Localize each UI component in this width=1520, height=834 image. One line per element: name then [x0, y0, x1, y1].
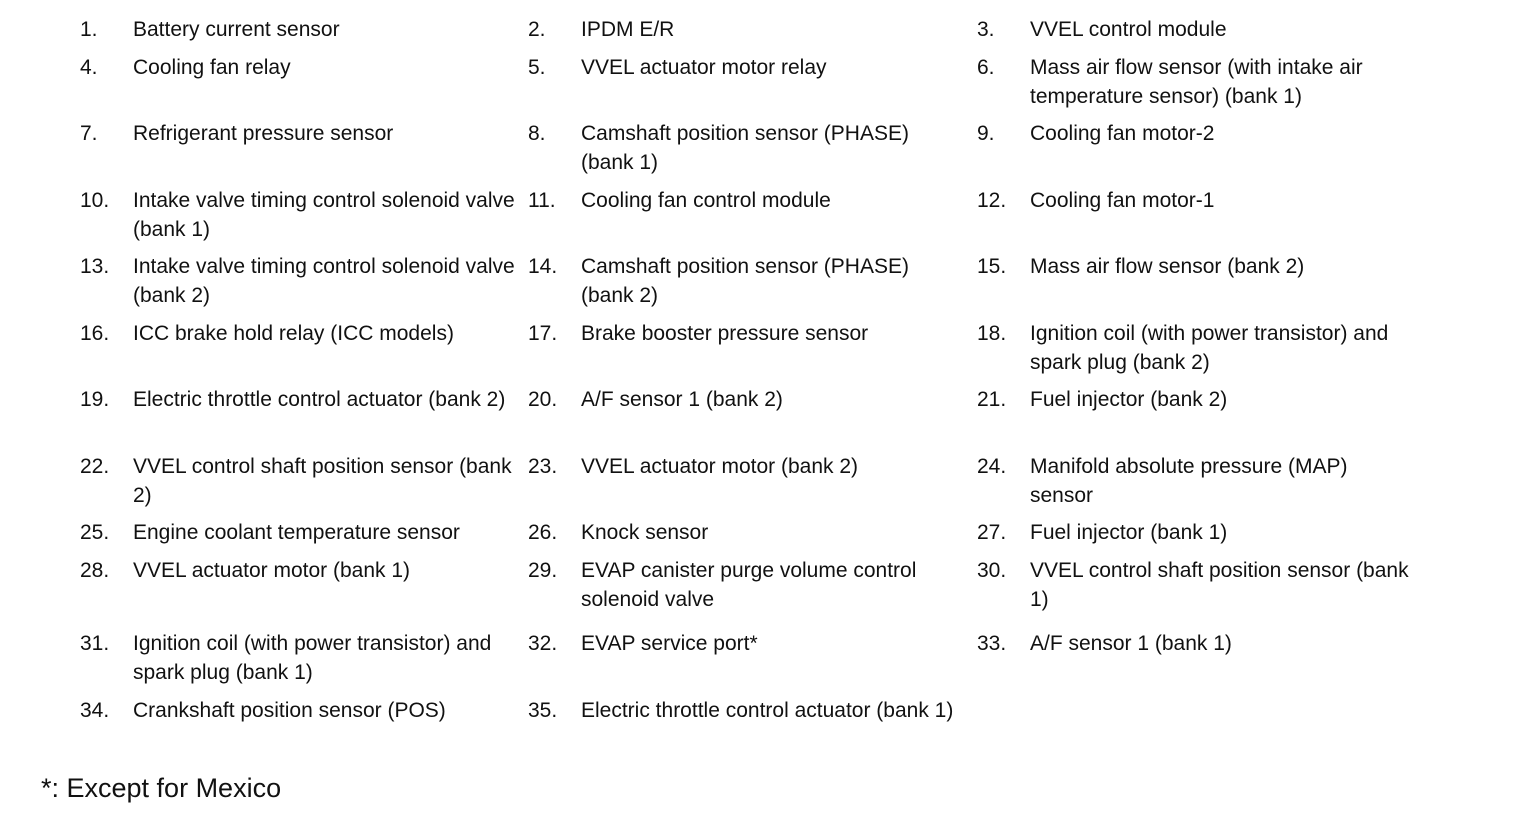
item-label: EVAP canister purge volume control solenoid valve: [581, 559, 917, 611]
item-label: EVAP service port*: [581, 632, 758, 655]
item-number: 19.: [80, 388, 110, 411]
legend-row: [0, 556, 1520, 629]
item-label: Knock sensor: [581, 521, 709, 544]
item-label: Refrigerant pressure sensor: [133, 122, 394, 145]
item-number: 2.: [528, 18, 546, 41]
item-number: 17.: [528, 322, 558, 345]
item-number: 11.: [528, 189, 556, 212]
item-number: 20.: [528, 388, 558, 411]
item-label: VVEL actuator motor relay: [581, 56, 827, 79]
legend-row: [0, 186, 1520, 252]
item-number: 10.: [80, 189, 110, 212]
legend-row: [0, 252, 1520, 319]
item-label: Manifold absolute pressure (MAP) sensor: [1030, 455, 1348, 507]
legend-row: [0, 629, 1520, 696]
item-number: 1.: [80, 18, 98, 41]
item-label: VVEL control module: [1030, 18, 1227, 41]
item-number: 14.: [528, 255, 558, 278]
item-label: Engine coolant temperature sensor: [133, 521, 460, 544]
item-label: IPDM E/R: [581, 18, 675, 41]
item-label: ICC brake hold relay (ICC models): [133, 322, 454, 345]
item-number: 13.: [80, 255, 110, 278]
item-label: Cooling fan control module: [581, 189, 831, 212]
item-number: 18.: [977, 322, 1007, 345]
item-number: 30.: [977, 559, 1007, 582]
legend-row: [0, 15, 1520, 53]
item-label: VVEL actuator motor (bank 2): [581, 455, 859, 478]
item-label: Fuel injector (bank 2): [1030, 388, 1228, 411]
item-number: 24.: [977, 455, 1007, 478]
item-number: 34.: [80, 699, 110, 722]
item-label: VVEL control shaft position sensor (bank 2): [133, 455, 512, 507]
item-label: Intake valve timing control solenoid valve (bank 2): [133, 255, 515, 307]
item-number: 21.: [977, 388, 1007, 411]
legend-row: [0, 53, 1520, 119]
legend-row: [0, 119, 1520, 186]
item-number: 12.: [977, 189, 1007, 212]
item-label: Ignition coil (with power transistor) and spark plug (bank 2): [1030, 322, 1389, 374]
item-number: 26.: [528, 521, 558, 544]
item-label: VVEL control shaft position sensor (bank 1): [1030, 559, 1409, 611]
item-label: Battery current sensor: [133, 18, 340, 41]
item-label: Crankshaft position sensor (POS): [133, 699, 446, 722]
item-label: Ignition coil (with power transistor) and spark plug (bank 1): [133, 632, 492, 684]
item-label: Mass air flow sensor (with intake air temperature sensor) (bank 1): [1030, 56, 1363, 108]
item-number: 31.: [80, 632, 110, 655]
item-number: 16.: [80, 322, 110, 345]
item-label: Electric throttle control actuator (bank 2): [133, 388, 506, 411]
item-label: A/F sensor 1 (bank 1): [1030, 632, 1232, 655]
item-number: 33.: [977, 632, 1007, 655]
item-label: Electric throttle control actuator (bank 1): [581, 699, 954, 722]
item-label: Cooling fan relay: [133, 56, 291, 79]
item-label: Camshaft position sensor (PHASE) (bank 2): [581, 255, 909, 307]
legend-row: [0, 696, 1520, 756]
item-number: 29.: [528, 559, 558, 582]
item-label: Mass air flow sensor (bank 2): [1030, 255, 1305, 278]
item-number: 28.: [80, 559, 110, 582]
item-number: 32.: [528, 632, 558, 655]
item-number: 27.: [977, 521, 1007, 544]
item-label: Camshaft position sensor (PHASE) (bank 1): [581, 122, 909, 174]
item-label: Brake booster pressure sensor: [581, 322, 869, 345]
item-number: 15.: [977, 255, 1007, 278]
item-number: 23.: [528, 455, 558, 478]
item-label: Cooling fan motor-1: [1030, 189, 1215, 212]
item-label: VVEL actuator motor (bank 1): [133, 559, 411, 582]
legend-row: [0, 319, 1520, 385]
component-legend: [0, 15, 1520, 756]
item-label: Fuel injector (bank 1): [1030, 521, 1228, 544]
item-number: 3.: [977, 18, 995, 41]
item-number: 4.: [80, 56, 98, 79]
footnote: *: Except for Mexico: [41, 773, 282, 803]
item-label: Intake valve timing control solenoid valve (bank 1): [133, 189, 515, 241]
legend-row: [0, 385, 1520, 452]
item-label: A/F sensor 1 (bank 2): [581, 388, 783, 411]
item-number: 35.: [528, 699, 558, 722]
legend-row: [0, 452, 1520, 518]
item-number: 7.: [80, 122, 98, 145]
item-number: 22.: [80, 455, 110, 478]
item-number: 6.: [977, 56, 995, 79]
legend-row: [0, 518, 1520, 556]
item-number: 25.: [80, 521, 110, 544]
item-number: 9.: [977, 122, 995, 145]
item-number: 5.: [528, 56, 546, 79]
item-label: Cooling fan motor-2: [1030, 122, 1215, 145]
item-number: 8.: [528, 122, 546, 145]
